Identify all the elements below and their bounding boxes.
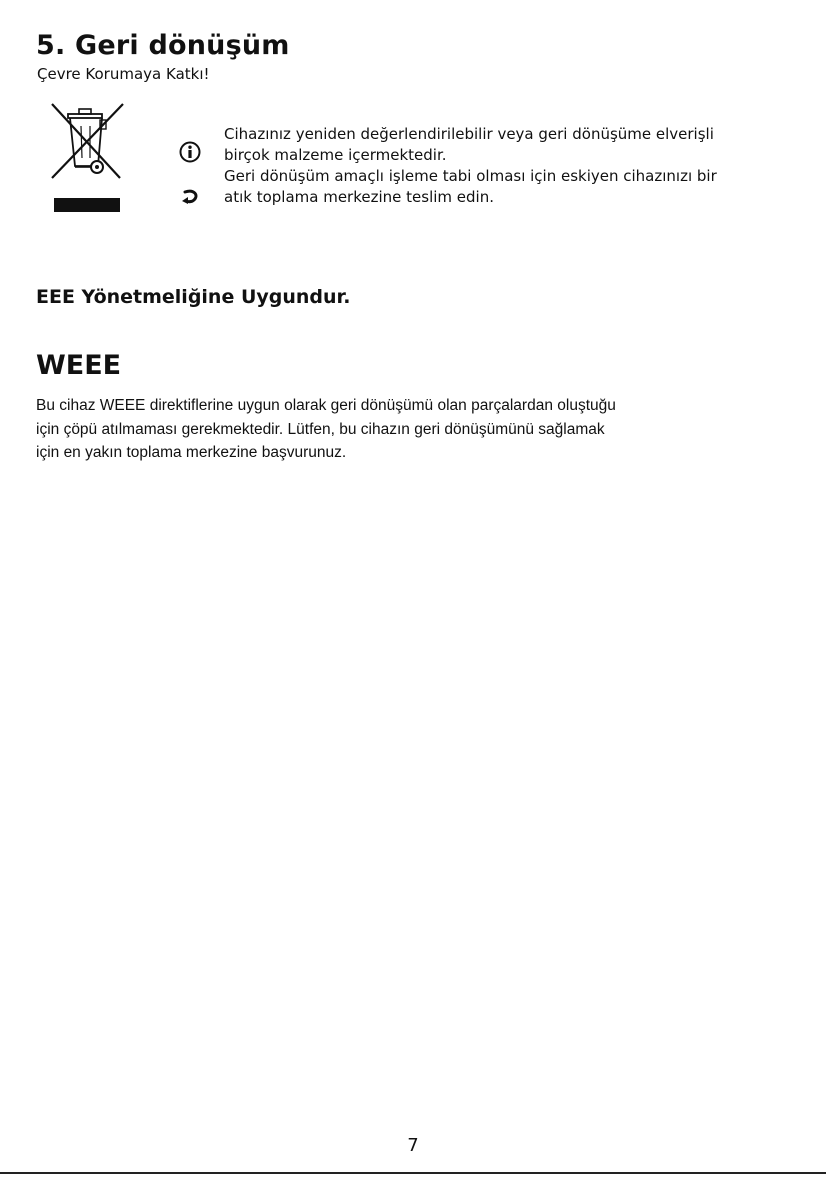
- weee-body-line: için çöpü atılmaması gerekmektedir. Lütfen, bu cihazın geri dönüşümünü sağlamak: [36, 420, 605, 438]
- info-text-line: atık toplama merkezine teslim edin.: [224, 188, 494, 206]
- section-subtitle: Çevre Korumaya Katkı!: [37, 65, 210, 83]
- weee-body-line: için en yakın toplama merkezine başvurunuz.: [36, 444, 347, 461]
- eee-heading: EEE Yönetmeliğine Uygundur.: [36, 286, 351, 308]
- page-number: 7: [407, 1135, 419, 1156]
- section-title: 5. Geri dönüşüm: [36, 30, 290, 61]
- info-text-line: Geri dönüşüm amaçlı işleme tabi olması için eskiyen cihazınızı bir: [224, 167, 717, 185]
- weee-body-line: Bu cihaz WEEE direktiflerine uygun olarak geri dönüşümü olan parçalardan oluştuğu: [36, 397, 616, 414]
- info-text: [224, 124, 784, 208]
- bottom-rule: [0, 1172, 826, 1174]
- info-text-line: birçok malzeme içermektedir.: [224, 146, 447, 164]
- crossed-out-wheelie-bin-icon: [48, 100, 128, 216]
- info-icon: [178, 140, 202, 164]
- info-text-line: Cihazınız yeniden değerlendirilebilir veya geri dönüşüme elverişli: [224, 125, 714, 143]
- curved-arrow-icon: [180, 186, 202, 208]
- weee-heading: WEEE: [36, 350, 122, 381]
- weee-body: [36, 394, 796, 465]
